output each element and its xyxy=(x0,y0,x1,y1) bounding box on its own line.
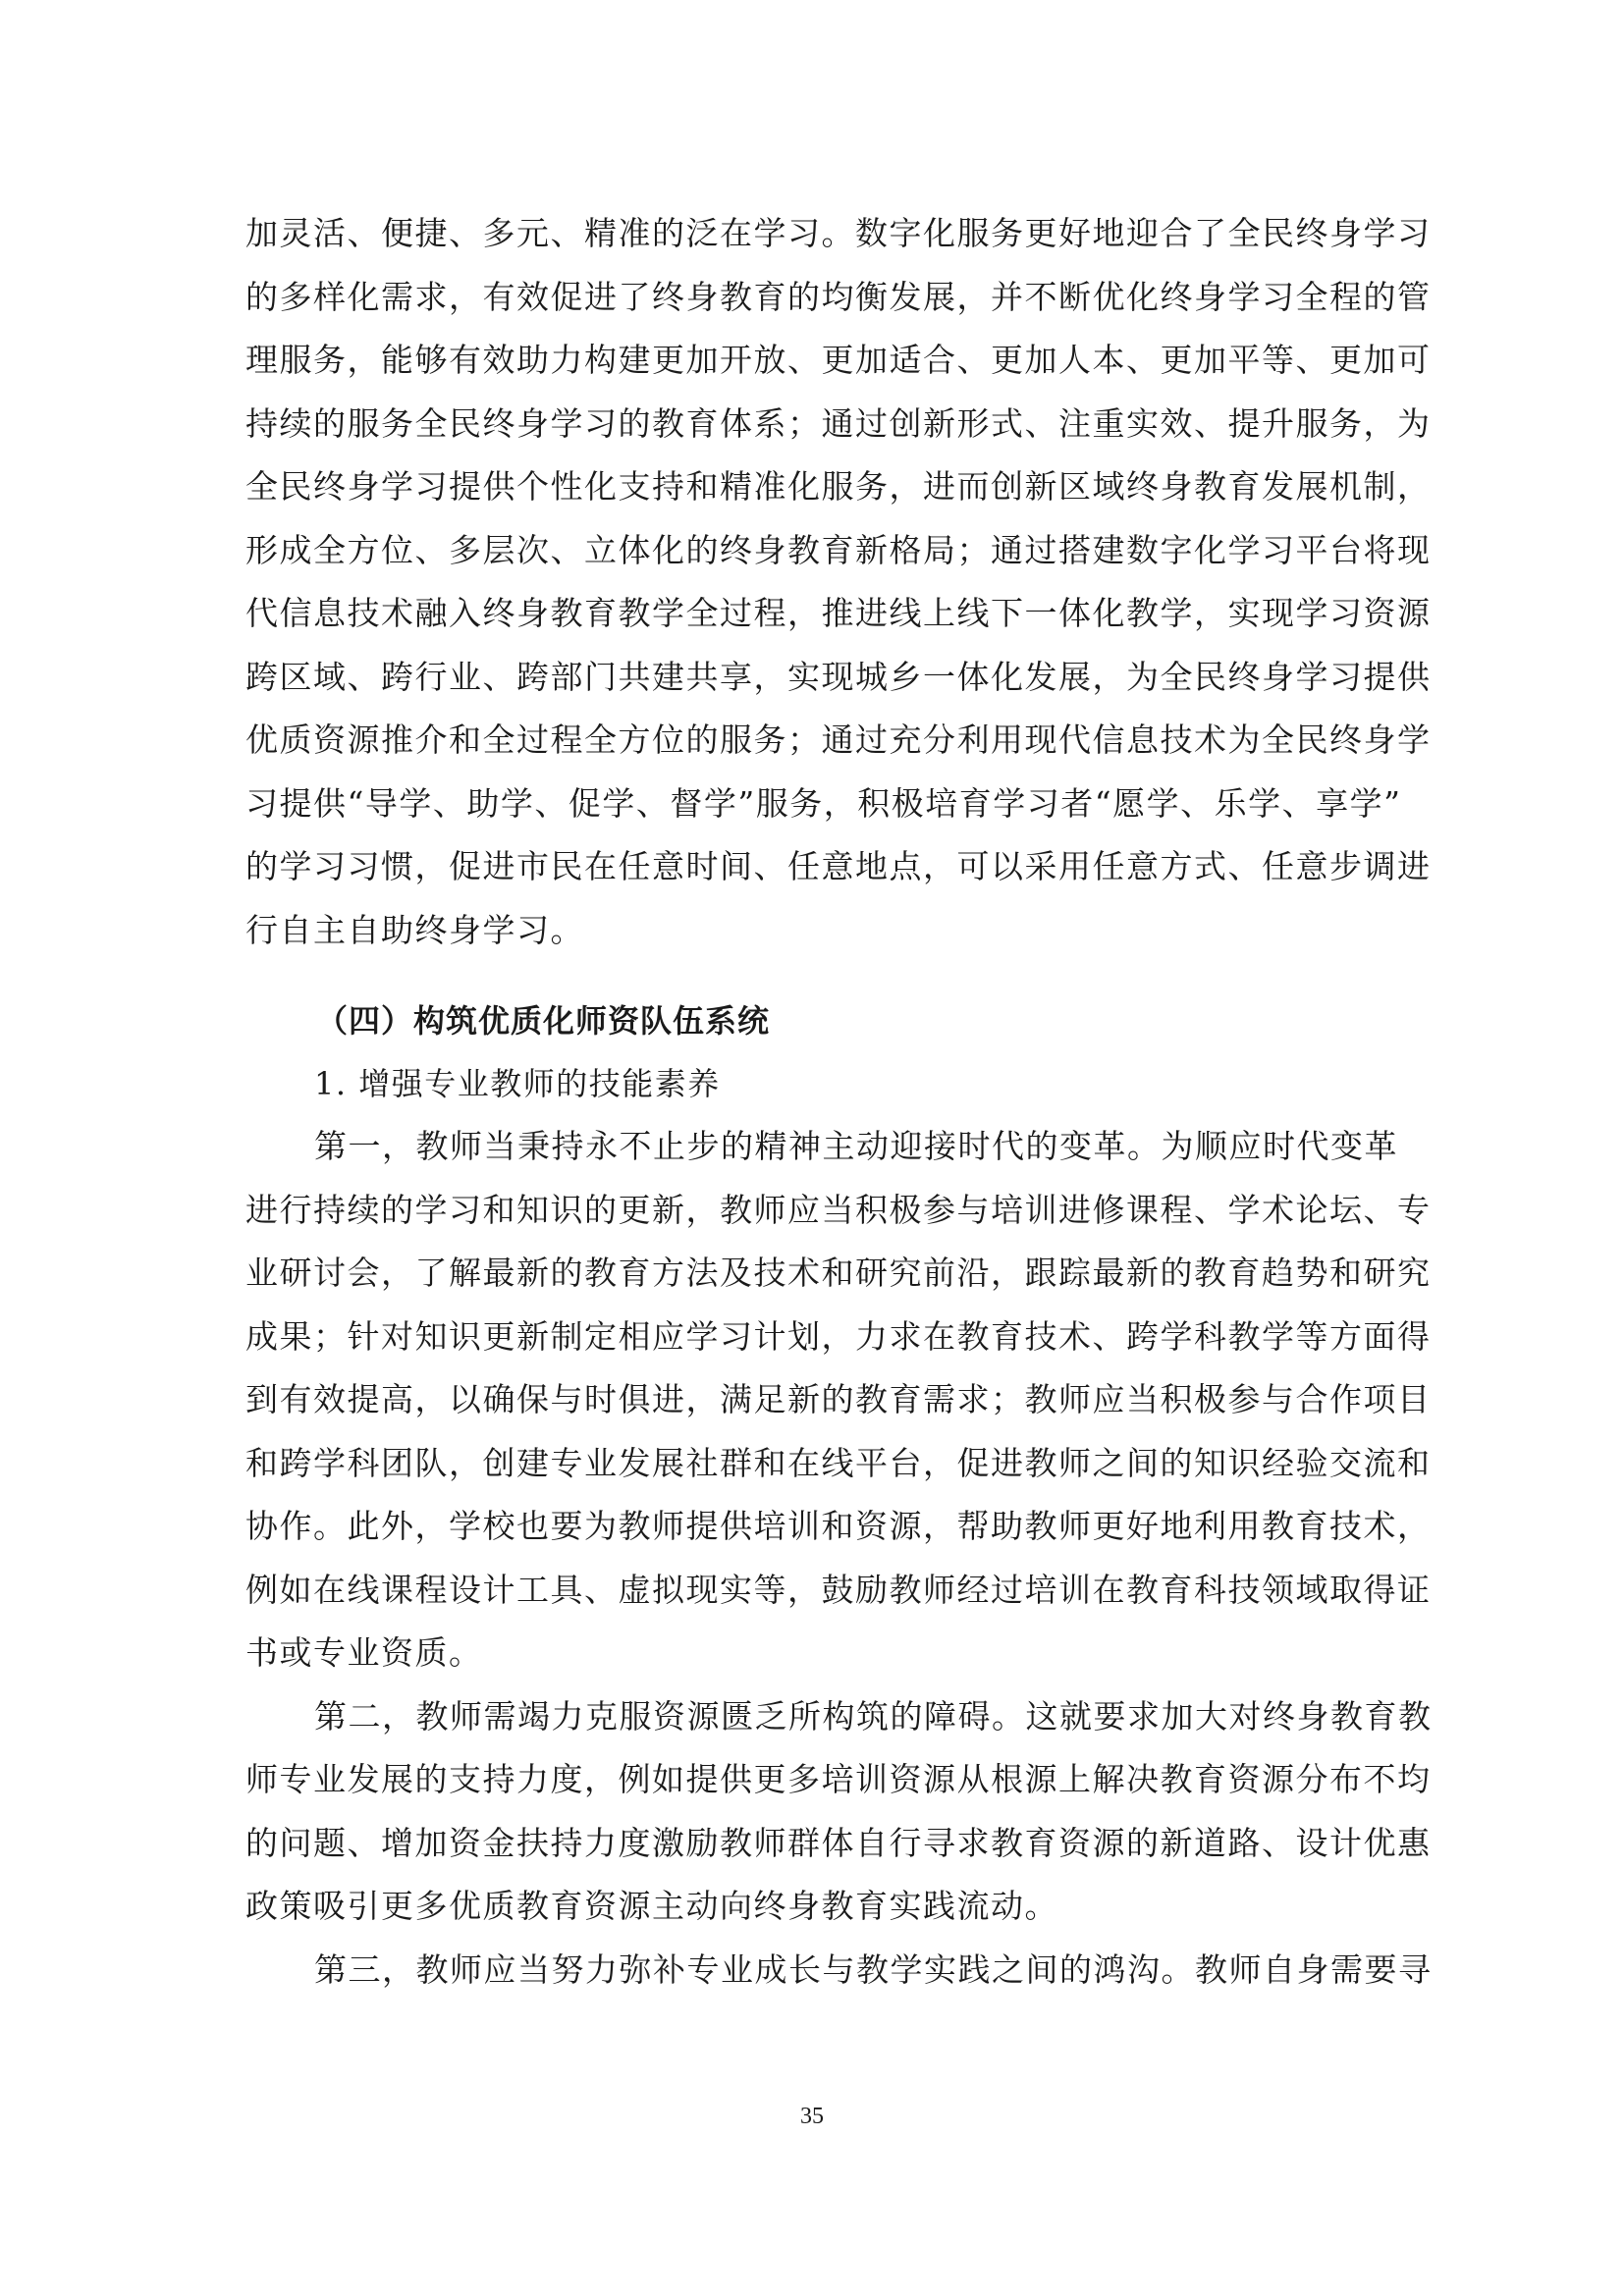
text-line: 师专业发展的支持力度，例如提供更多培训资源从根源上解决教育资源分布不均 xyxy=(245,1760,1432,1798)
section-heading: （四）构筑优质化师资队伍系统 xyxy=(316,1002,771,1040)
text-line: 第三，教师应当努力弥补专业成长与教学实践之间的鸿沟。教师自身需要寻 xyxy=(314,1949,1433,1989)
text-line: 习提供“导学、助学、促学、督学”服务，积极培育学习者“愿学、乐学、享学” xyxy=(245,783,1402,823)
text-line: 理服务，能够有效助力构建更加开放、更加适合、更加人本、更加平等、更加可 xyxy=(245,341,1432,379)
text-line: 和跨学科团队，创建专业发展社群和在线平台，促进教师之间的知识经验交流和 xyxy=(245,1443,1432,1482)
text-line: 协作。此外，学校也要为教师提供培训和资源，帮助教师更好地利用教育技术， xyxy=(245,1507,1432,1545)
paragraph-second-point xyxy=(245,1685,1433,1939)
text-line: 的多样化需求，有效促进了终身教育的均衡发展，并不断优化终身学习全程的管 xyxy=(245,277,1432,316)
text-line: 书或专业资质。 xyxy=(245,1633,483,1672)
paragraph-first-point xyxy=(245,1115,1432,1685)
paragraph-third-point xyxy=(245,1939,1433,2002)
text-line: 的学习习惯，促进市民在任意时间、任意地点，可以采用任意方式、任意步调进 xyxy=(245,847,1432,885)
text-line: 优质资源推介和全过程全方位的服务；通过充分利用现代信息技术为全民终身学 xyxy=(245,721,1432,759)
text-line: 第一，教师当秉持永不止步的精神主动迎接时代的变革。为顺应时代变革 xyxy=(314,1127,1398,1165)
text-line: 第二，教师需竭力克服资源匮乏所构筑的障碍。这就要求加大对终身教育教 xyxy=(314,1696,1433,1735)
text-line: 的问题、增加资金扶持力度激励教师群体自行寻求教育资源的新道路、设计优惠 xyxy=(245,1823,1432,1862)
text-line: 政策吸引更多优质教育资源主动向终身教育实践流动。 xyxy=(245,1887,1058,1925)
text-line: 成果；针对知识更新制定相应学习计划，力求在教育技术、跨学科教学等方面得 xyxy=(245,1316,1432,1356)
text-line: 形成全方位、多层次、立体化的终身教育新格局；通过搭建数字化学习平台将现 xyxy=(245,530,1432,569)
text-line: 加灵活、便捷、多元、精准的泛在学习。数字化服务更好地迎合了全民终身学习 xyxy=(245,214,1432,252)
text-line: 跨区域、跨行业、跨部门共建共享，实现城乡一体化发展，为全民终身学习提供 xyxy=(245,657,1432,696)
text-line: 行自主自助终身学习。 xyxy=(245,910,584,949)
page-number: 35 xyxy=(800,2104,824,2129)
page-body xyxy=(245,202,1433,2002)
paragraph-digital-services xyxy=(245,202,1432,962)
text-line: 业研讨会，了解最新的教育方法及技术和研究前沿，跟踪最新的教育趋势和研究 xyxy=(245,1254,1432,1292)
text-line: 进行持续的学习和知识的更新，教师应当积极参与培训进修课程、学术论坛、专 xyxy=(245,1190,1432,1229)
text-line: 到有效提高，以确保与时俱进，满足新的教育需求；教师应当积极参与合作项目 xyxy=(245,1380,1432,1418)
text-line: 全民终身学习提供个性化支持和精准化服务，进而创新区域终身教育发展机制， xyxy=(245,467,1432,506)
sub-heading: 1. 增强专业教师的技能素养 xyxy=(314,1065,721,1102)
text-line: 持续的服务全民终身学习的教育体系；通过创新形式、注重实效、提升服务，为 xyxy=(245,403,1432,443)
text-line: 例如在线课程设计工具、虚拟现实等，鼓励教师经过培训在教育科技领域取得证 xyxy=(245,1570,1432,1609)
text-line: 代信息技术融入终身教育教学全过程，推进线上线下一体化教学，实现学习资源 xyxy=(245,594,1432,632)
